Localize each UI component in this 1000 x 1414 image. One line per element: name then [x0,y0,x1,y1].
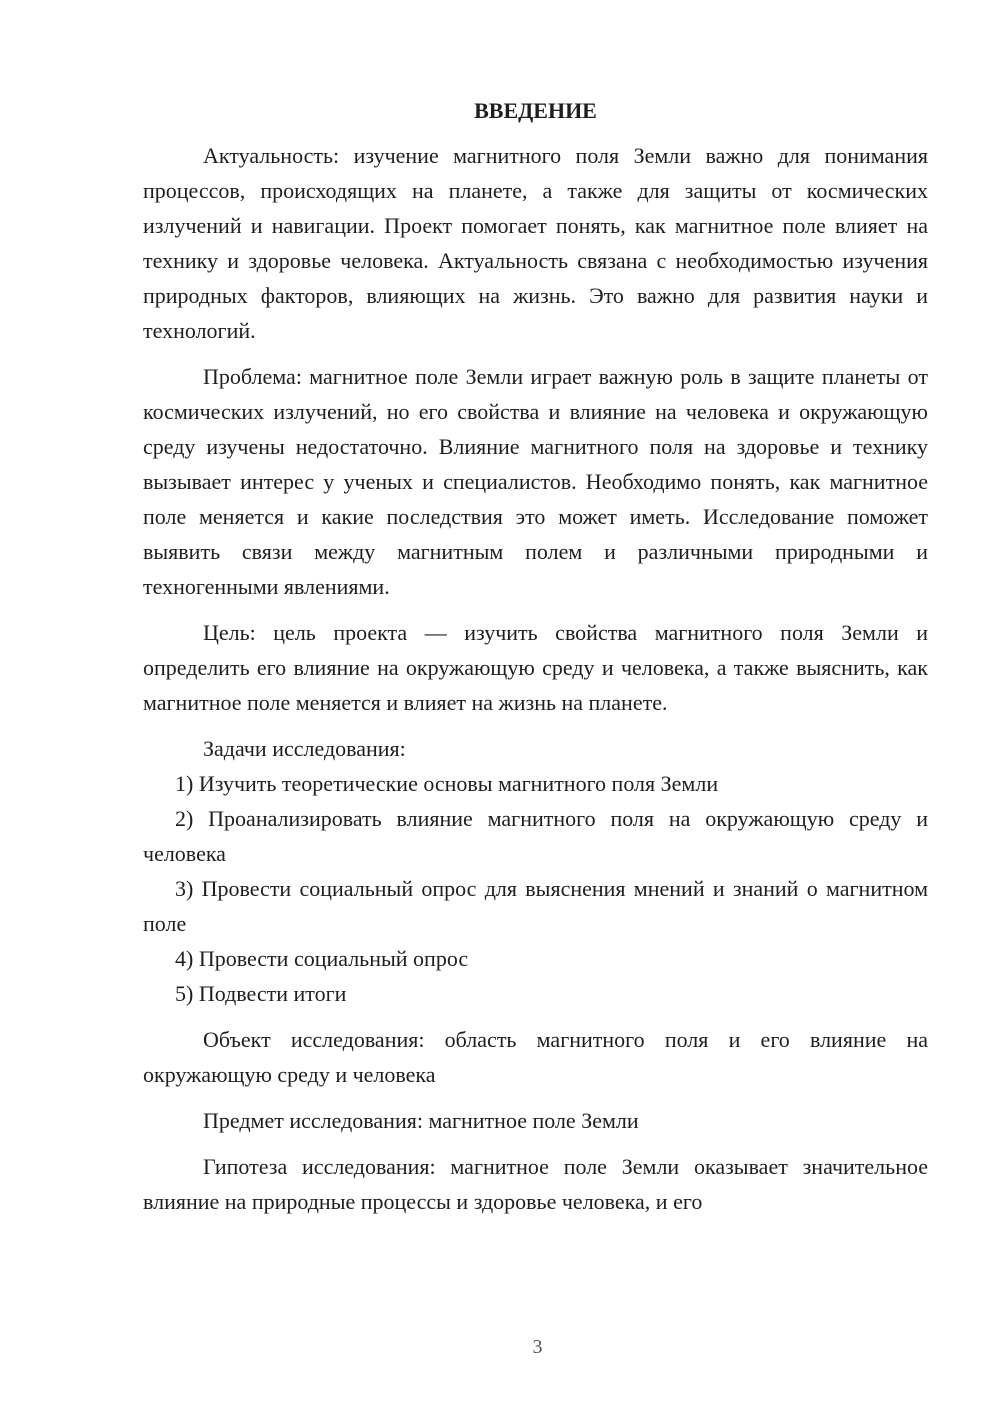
page-number: 3 [532,1336,543,1358]
task-item-5: 5) Подвести итоги [175,981,347,1006]
paragraph-object: Объект исследования: область магнитного поля и его влияние на окружающую среду и человека [143,1027,928,1087]
page-content [143,96,928,1219]
paragraph-subject: Предмет исследования: магнитное поле Земли [203,1108,639,1133]
task-item-3: 3) Провести социальный опрос для выяснения мнений и знаний о магнитном поле [143,876,928,936]
tasks-title: Задачи исследования: [203,736,406,761]
paragraph-goal: Цель: цель проекта — изучить свойства магнитного поля Земли и определить его влияние на окружающую среду и человека, а также выяснить, как магнитное поле меняется и влияет на жизнь на планете. [143,620,928,715]
section-heading: ВВЕДЕНИЕ [474,98,597,123]
paragraph-problem: Проблема: магнитное поле Земли играет важную роль в защите планеты от космических излучений, но его свойства и влияние на человека и окружающую среду изучены недостаточно. Влияние магнитного поля на здоровье и технику вызывает интерес у ученых и специалистов. Необходимо понять, как магнитное поле меняется и какие последствия это может иметь. Исследование поможет выявить связи между магнитным полем и различными природными и техногенными явлениями. [143,364,928,599]
task-item-2: 2) Проанализировать влияние магнитного поля на окружающую среду и человека [143,806,928,866]
task-item-1: 1) Изучить теоретические основы магнитного поля Земли [175,771,719,796]
task-item-4: 4) Провести социальный опрос [175,946,469,971]
paragraph-hypothesis: Гипотеза исследования: магнитное поле Земли оказывает значительное влияние на природные процессы и здоровье человека, и его [143,1154,928,1214]
paragraph-actuality: Актуальность: изучение магнитного поля Земли важно для понимания процессов, происходящих на планете, а также для защиты от космических излучений и навигации. Проект помогает понять, как магнитное поле влияет на технику и здоровье человека. Актуальность связана с необходимостью изучения природных факторов, влияющих на жизнь. Это важно для развития науки и технологий. [143,143,928,343]
